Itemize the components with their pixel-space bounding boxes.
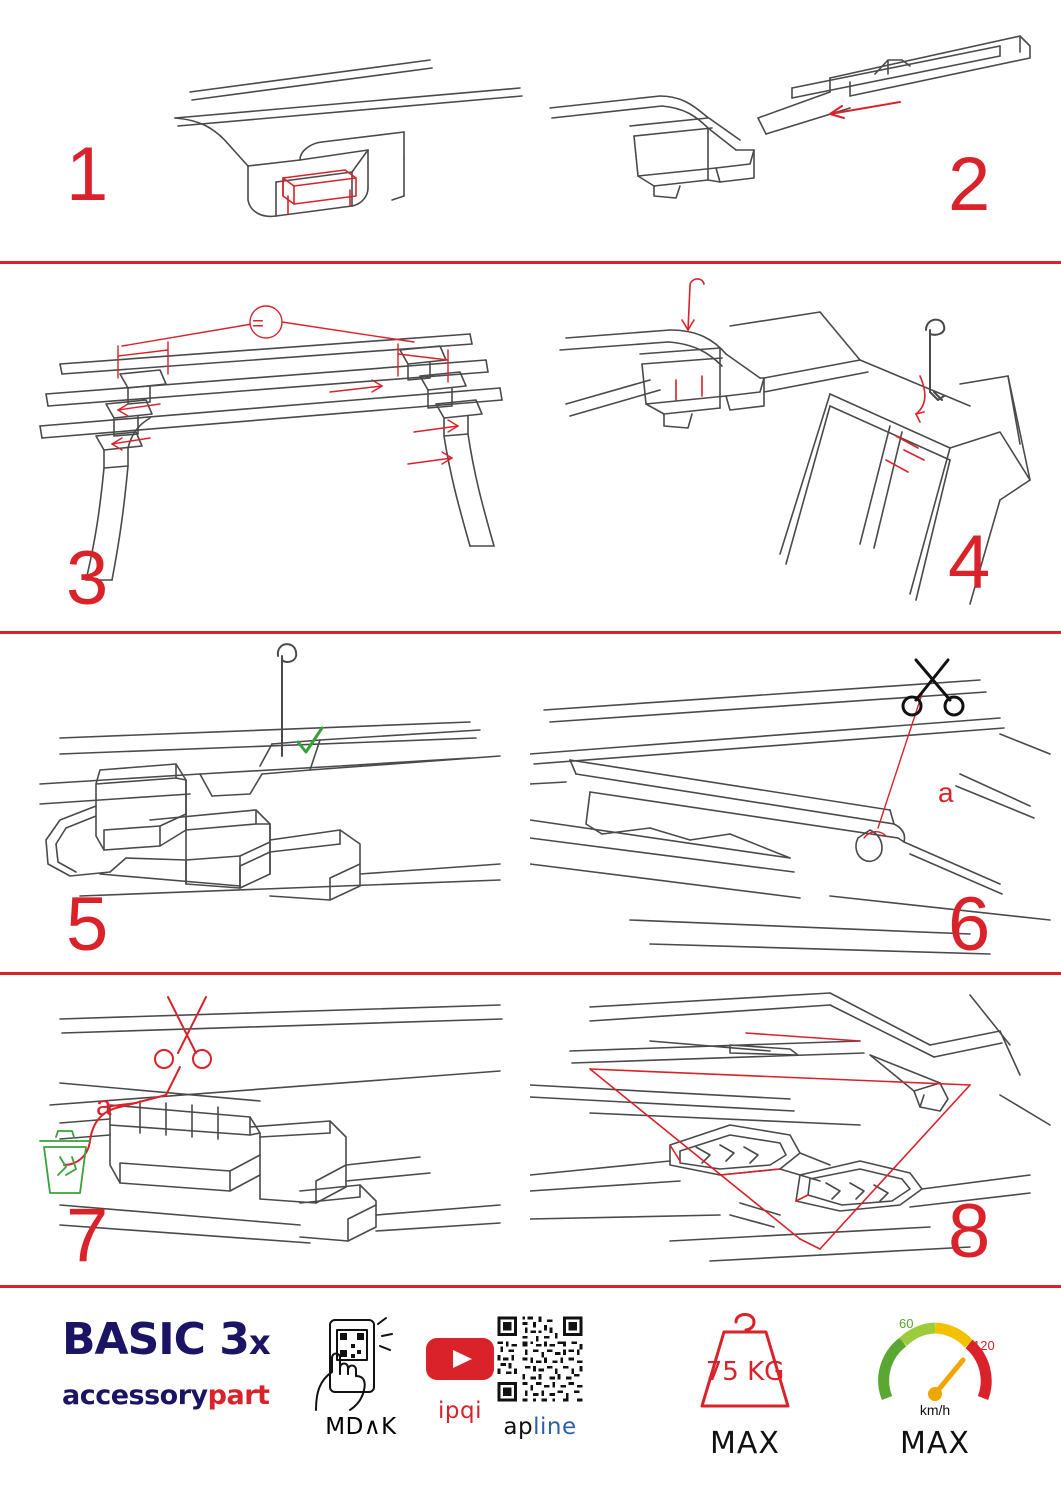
step-number-7: 7: [66, 1193, 109, 1278]
step-6-illustration: [530, 634, 1061, 972]
step-panel-5: [0, 634, 530, 972]
step-panel-6: [530, 634, 1061, 972]
step-panel-7: [0, 975, 530, 1285]
brand-title-main: BASIC 3: [62, 1314, 249, 1365]
speed-tick-low: 60: [899, 1316, 914, 1331]
step-8-illustration: [530, 975, 1061, 1285]
step-panel-2: [530, 0, 1061, 261]
logo-mdak-caption-part1: MD: [325, 1414, 364, 1440]
brand-title-suffix: x: [248, 1323, 270, 1363]
step-panel-3: [0, 264, 530, 631]
step-2-illustration: [530, 0, 1061, 261]
step-number-2: 2: [948, 142, 991, 227]
speedometer-icon: [865, 1302, 1005, 1422]
qr-code-icon: [495, 1314, 585, 1404]
speed-unit: km/h: [919, 1402, 951, 1418]
logo-apline-caption-part2: line: [533, 1414, 577, 1440]
max-weight: [660, 1302, 830, 1461]
step-number-1: 1: [66, 132, 109, 217]
max-weight-value: 75 KG: [705, 1357, 785, 1387]
logo-apline-caption-part1: ap: [503, 1414, 534, 1440]
logo-mdak-caption-part2: K: [381, 1414, 397, 1440]
step-panel-8: [530, 975, 1061, 1285]
logo-apline-caption: [470, 1414, 610, 1440]
weight-icon: [680, 1302, 810, 1422]
equal-sign-annotation: =: [252, 313, 264, 335]
speed-tick-high: 120: [973, 1338, 995, 1353]
max-weight-label: MAX: [710, 1426, 780, 1461]
step-4-illustration: [530, 264, 1061, 631]
step-7-illustration: [0, 975, 530, 1285]
step-1-illustration: [0, 0, 530, 261]
label-a-step6: a: [938, 777, 954, 808]
brand-subtitle: [62, 1381, 292, 1411]
step-5-illustration: [0, 634, 530, 972]
footer: [0, 1288, 1061, 1500]
brand-block: [62, 1316, 292, 1411]
max-speed: [850, 1302, 1020, 1461]
step-number-4: 4: [948, 520, 991, 605]
logo-ipqi-caption: ipqi: [438, 1398, 482, 1424]
brand-sub-part: part: [207, 1380, 270, 1411]
step-number-8: 8: [948, 1189, 991, 1274]
step-number-3: 3: [66, 536, 109, 621]
brand-sub-accessory: accessory: [62, 1380, 208, 1411]
step-number-5: 5: [66, 882, 109, 967]
logo-mdak-caption-mid: ∧: [363, 1414, 382, 1440]
step-panel-1: [0, 0, 530, 261]
step-panel-4: [530, 264, 1061, 631]
max-speed-label: MAX: [900, 1426, 970, 1461]
step-3-illustration: [0, 264, 530, 631]
brand-title: [62, 1316, 292, 1367]
label-a-step7: a: [96, 1090, 112, 1121]
step-number-6: 6: [948, 882, 991, 967]
logo-apline: [470, 1314, 610, 1440]
